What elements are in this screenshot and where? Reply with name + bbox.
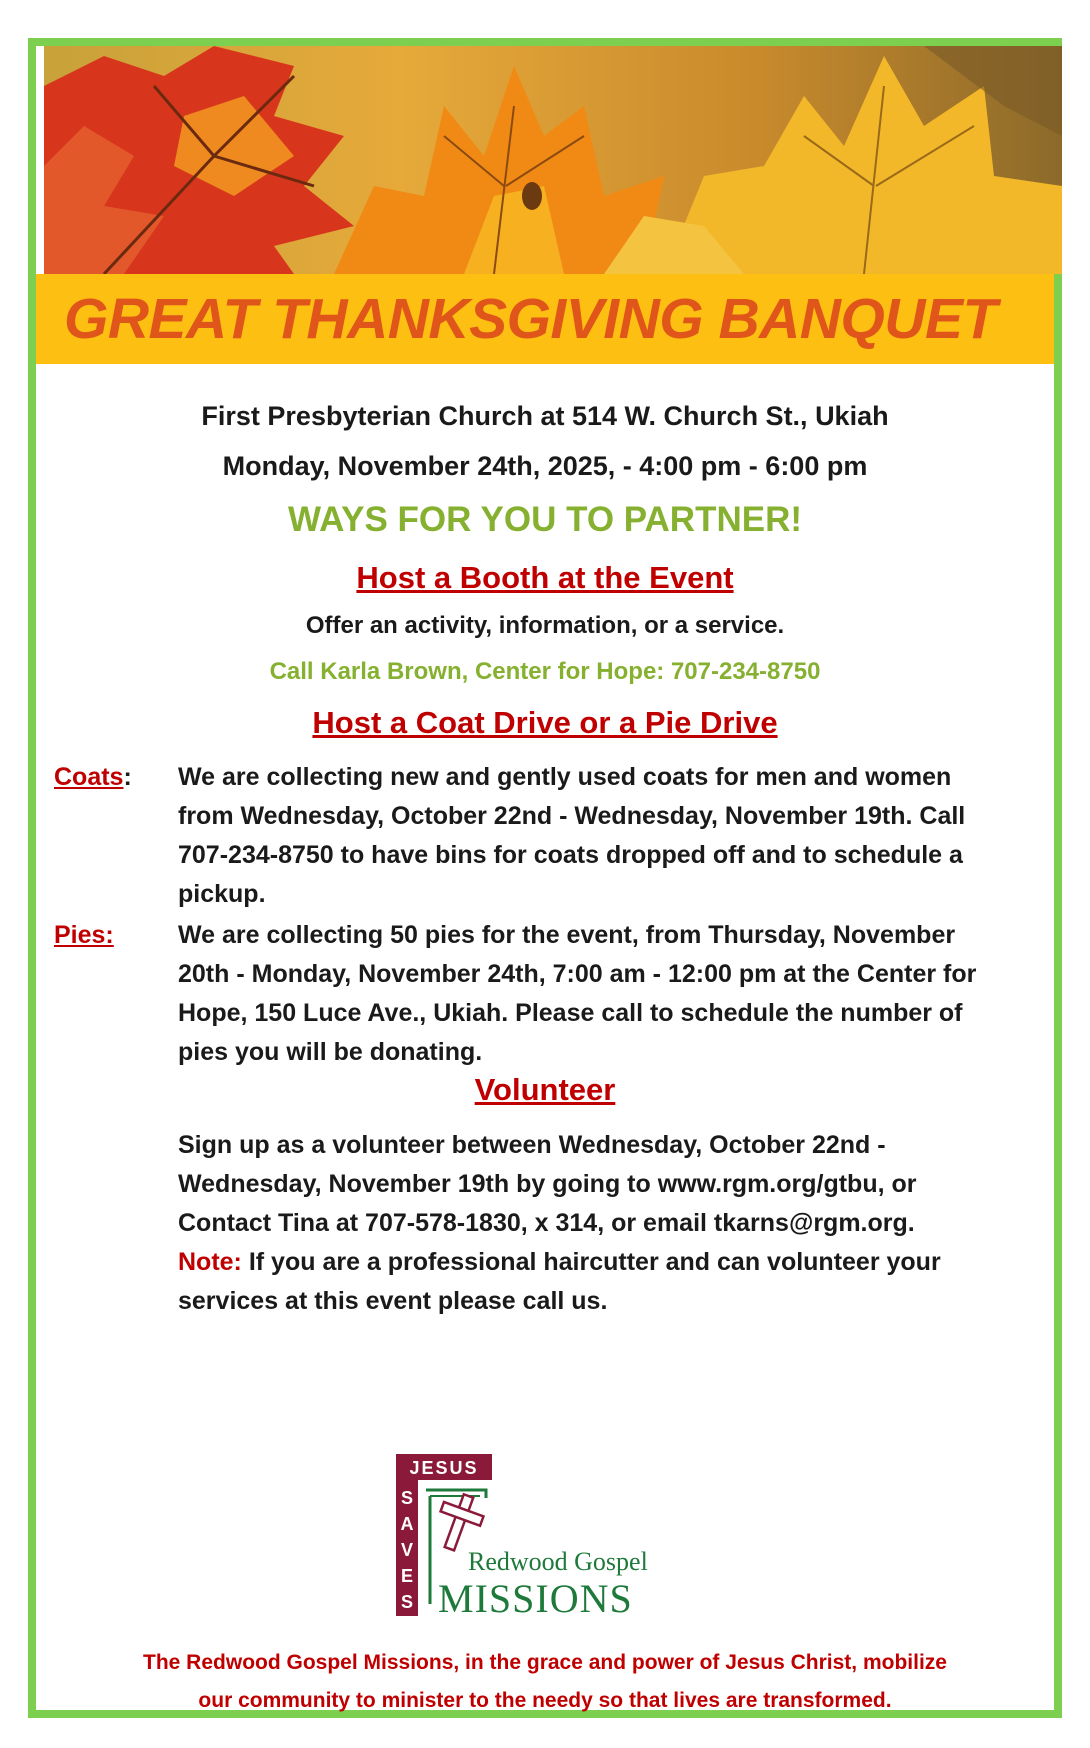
logo-saves-a: A xyxy=(400,1514,414,1534)
booth-description: Offer an activity, information, or a service. xyxy=(305,612,785,639)
logo-saves-s2: S xyxy=(400,1592,414,1612)
drive-heading: Host a Coat Drive or a Pie Drive xyxy=(312,705,778,740)
event-location: First Presbyterian Church at 514 W. Church St., Ukiah xyxy=(201,401,889,431)
logo-saves-s1: S xyxy=(400,1488,414,1508)
note-label: Note: xyxy=(178,1248,242,1276)
logo-graphic xyxy=(396,1454,716,1624)
volunteer-heading: Volunteer xyxy=(474,1072,616,1107)
green-border-frame xyxy=(28,38,1062,1718)
pies-text: We are collecting 50 pies for the event, from Thursday, November 20th - Monday, November 24th, 7:00 am - 12:00 pm at the Center for Hope, 150 Luce Ave., Ukiah. Please call to schedule the number of pies you will be donating. xyxy=(178,921,977,1066)
coats-label: Coats xyxy=(54,763,124,791)
note-text: If you are a professional haircutter and can volunteer your services at this event please call us. xyxy=(178,1248,941,1315)
coats-text: We are collecting new and gently used coats for men and women from Wednesday, October 22nd - Wednesday, November 19th. Call 707-234-8750 to have bins for coats dropped off and to schedule a pickup. xyxy=(178,763,966,908)
banquet-title: GREAT THANKSGIVING BANQUET xyxy=(64,287,997,351)
mission-statement-line-1: The Redwood Gospel Missions, in the grace and power of Jesus Christ, mobilize xyxy=(143,1651,947,1674)
logo-saves-e: E xyxy=(400,1566,414,1586)
redwood-gospel-missions-logo xyxy=(396,1454,716,1624)
partner-heading: WAYS FOR YOU TO PARTNER! xyxy=(287,500,803,539)
coats-colon: : xyxy=(123,763,132,791)
booth-heading: Host a Booth at the Event xyxy=(356,560,734,595)
title-bar xyxy=(36,274,1054,364)
volunteer-block xyxy=(178,1126,968,1321)
logo-missions: MISSIONS xyxy=(438,1576,633,1621)
coats-term xyxy=(54,758,132,797)
logo-redwood-gospel: Redwood Gospel xyxy=(468,1547,648,1576)
event-datetime: Monday, November 24th, 2025, - 4:00 pm - 6:00 pm xyxy=(222,451,868,481)
cross-icon xyxy=(430,1489,489,1556)
autumn-leaves-image xyxy=(44,46,1062,274)
logo-saves-v: V xyxy=(400,1540,414,1560)
booth-contact: Call Karla Brown, Center for Hope: 707-234-8750 xyxy=(269,658,821,685)
logo-jesus: JESUS xyxy=(409,1458,479,1478)
autumn-leaves-banner xyxy=(44,46,1062,274)
pies-label: Pies: xyxy=(54,921,114,949)
volunteer-text: Sign up as a volunteer between Wednesday, October 22nd - Wednesday, November 19th by going to www.rgm.org/gtbu, or Contact Tina at 707-578-1830, x 314, or email tkarns@rgm.org. xyxy=(178,1131,917,1237)
mission-statement-line-2: our community to minister to the needy so that lives are transformed. xyxy=(198,1689,892,1712)
